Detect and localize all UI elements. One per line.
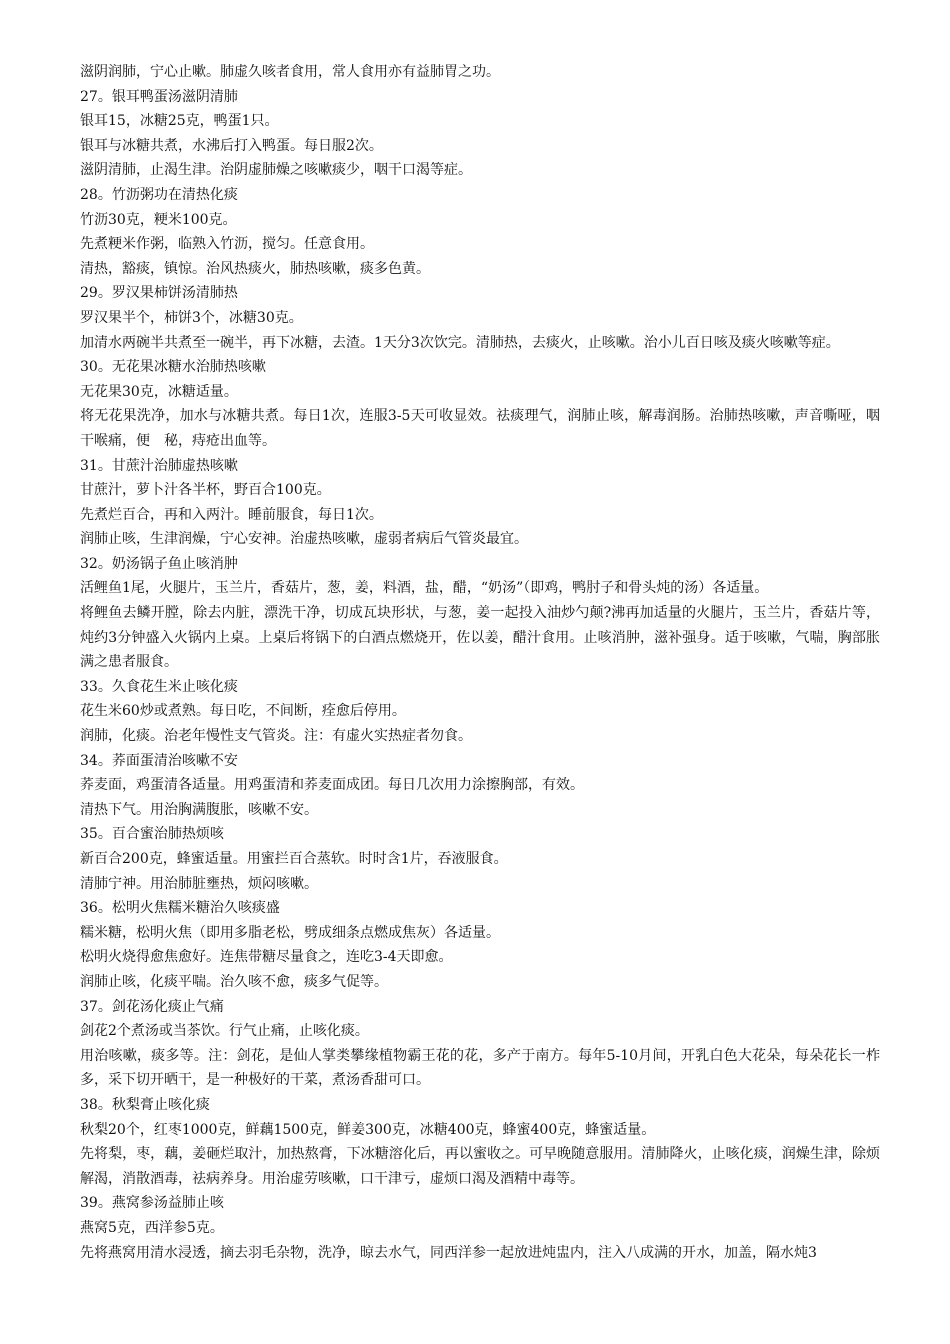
text-line: 加清水两碗半共煮至一碗半，再下冰糖，去渣。1天分3次饮完。清肺热，去痰火，止咳嗽。治小儿百日咳及痰火咳嗽等症。 (80, 334, 840, 351)
text-line: 先将燕窝用清水浸透，摘去羽毛杂物，洗净，晾去水气，同西洋参一起放进炖盅内，注入八成满的开水，加盖，隔水炖3 (80, 1244, 817, 1261)
text-line: 新百合200克，蜂蜜适量。用蜜拦百合蒸软。时时含1片，吞液服食。 (80, 851, 508, 867)
text-line: 31。甘蔗汁治肺虚热咳嗽 (80, 457, 238, 474)
text-line: 竹沥30克，粳米100克。 (80, 211, 237, 228)
text-line: 清肺宁神。用治肺脏壅热，烦闷咳嗽。 (80, 875, 318, 892)
text-line: 润肺止咳，生津润燥，宁心安神。治虚热咳嗽，虚弱者病后气管炎最宜。 (80, 531, 528, 548)
document-body (80, 60, 880, 1265)
text-line: 润肺止咳，化痰平喘。治久咳不愈，痰多气促等。 (80, 973, 388, 990)
text-line: 滋阴清肺，止渴生津。治阴虚肺燥之咳嗽痰少，咽干口渴等症。 (80, 162, 472, 179)
text-line: 银耳与冰糖共煮，水沸后打入鸭蛋。每日服2次。 (80, 137, 383, 154)
text-line: 35。百合蜜治肺热烦咳 (80, 826, 224, 843)
text-line: 先将梨，枣，藕，姜砸烂取汁，加热熬膏，下冰糖溶化后，再以蜜收之。可早晚随意服用。清肺降火，止咳化痰，润燥生津，除烦解渴，消散酒毒，祛病养身。用治虚劳咳嗽，口干津亏，虚烦口渴及酒精中毒等。 (80, 1146, 880, 1187)
text-line: 29。罗汉果柿饼汤清肺热 (80, 285, 238, 302)
text-line: 28。竹沥粥功在清热化痰 (80, 186, 238, 203)
text-line: 38。秋梨膏止咳化痰 (80, 1096, 210, 1113)
text-line: 润肺，化痰。治老年慢性支气管炎。注：有虚火实热症者勿食。 (80, 728, 472, 745)
text-line: 甘蔗汁，萝卜汁各半杯，野百合100克。 (80, 482, 331, 499)
text-line: 32。奶汤锅子鱼止咳消肿 (80, 555, 238, 572)
text-line: 27。银耳鸭蛋汤滋阴清肺 (80, 88, 238, 105)
text-line: 花生米60炒或煮熟。每日吃，不间断，痊愈后停用。 (80, 703, 406, 720)
text-line: 34。荞面蛋清治咳嗽不安 (80, 752, 238, 769)
text-line: 糯米糖，松明火焦（即用多脂老松，劈成细条点燃成焦灰）各适量。 (80, 924, 500, 941)
text-line: 松明火烧得愈焦愈好。连焦带糖尽量食之，连吃3-4天即愈。 (80, 949, 453, 966)
text-line: 先煮粳米作粥，临熟入竹沥，搅匀。任意食用。 (80, 236, 374, 253)
text-line: 滋阴润肺，宁心止嗽。肺虚久咳者食用，常人食用亦有益肺胃之功。 (80, 64, 500, 80)
text-line: 36。松明火焦糯米糖治久咳痰盛 (80, 900, 280, 917)
text-line: 39。燕窝参汤益肺止咳 (80, 1195, 224, 1212)
text-line: 无花果30克，冰糖适量。 (80, 383, 238, 400)
text-line: 33。久食花生米止咳化痰 (80, 678, 238, 695)
text-line: 罗汉果半个，柿饼3个，冰糖30克。 (80, 309, 303, 326)
text-line: 将无花果洗净，加水与冰糖共煮。每日1次，连服3-5天可收显效。祛痰理气，润肺止咳，解毒润肠。治肺热咳嗽，声音嘶哑，咽干喉痛，便 秘，痔疮出血等。 (80, 408, 880, 449)
text-line: 秋梨20个，红枣1000克，鲜藕1500克，鲜姜300克，冰糖400克，蜂蜜400克，蜂蜜适量。 (80, 1121, 656, 1138)
text-line: 剑花2个煮汤或当茶饮。行气止痛，止咳化痰。 (80, 1023, 369, 1040)
text-line: 活鲤鱼1尾，火腿片，玉兰片，香菇片，葱，姜，料酒，盐，醋，“奶汤”（即鸡，鸭肘子和骨头炖的汤）各适量。 (80, 580, 769, 597)
text-line: 银耳15，冰糖25克，鸭蛋1只。 (80, 113, 279, 130)
text-line: 燕窝5克，西洋参5克。 (80, 1219, 224, 1236)
text-line: 荞麦面，鸡蛋清各适量。用鸡蛋清和荞麦面成团。每日几次用力涂擦胸部，有效。 (80, 777, 584, 794)
text-line: 清热下气。用治胸满腹胀，咳嗽不安。 (80, 801, 318, 818)
text-line: 用治咳嗽，痰多等。注：剑花，是仙人掌类攀缘植物霸王花的花，多产于南方。每年5-10月间，开乳白色大花朵，每朵花长一柞多，采下切开晒干，是一种极好的干菜，煮汤香甜可口。 (80, 1047, 880, 1089)
text-line: 30。无花果冰糖水治肺热咳嗽 (80, 359, 266, 376)
text-line: 清热，豁痰，镇惊。治风热痰火，肺热咳嗽，痰多色黄。 (80, 260, 430, 277)
text-line: 先煮烂百合，再和入两汁。睡前服食，每日1次。 (80, 506, 383, 523)
text-line: 37。剑花汤化痰止气痛 (80, 998, 224, 1015)
text-line: 将鲤鱼去鳞开膛，除去内脏，漂洗干净，切成瓦块形状，与葱，姜一起投入油炒勺颠?沸再加适量的火腿片，玉兰片，香菇片等，炖约3分钟盛入火锅内上桌。上桌后将锅下的白酒点燃烧开，佐以姜，醋汁食用。止咳消肿，滋补强身。适于咳嗽，气喘，胸部胀满之患者服食。 (80, 605, 880, 671)
